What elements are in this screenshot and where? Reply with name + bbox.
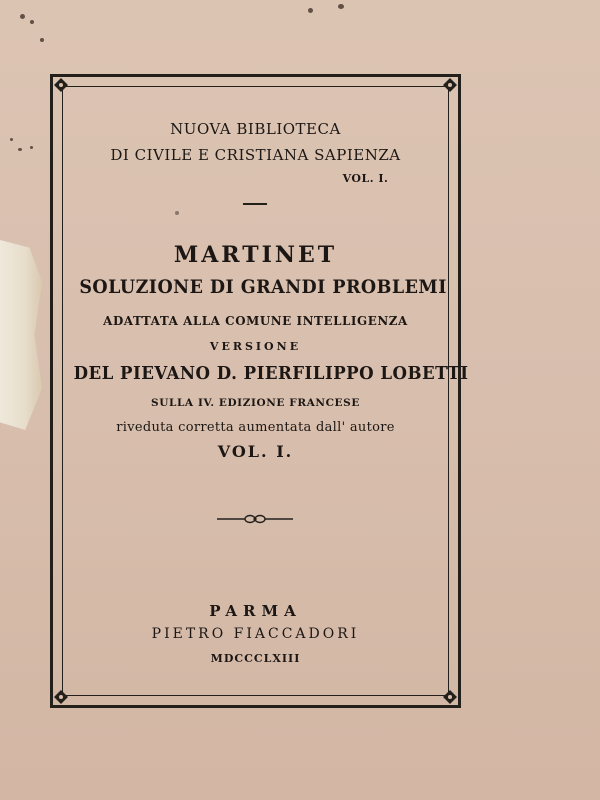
imprint-place: PARMA [209, 602, 302, 620]
series-subtitle: DI CIVILE E CRISTIANA SAPIENZA [110, 146, 401, 164]
translator-line: DEL PIEVANO D. PIERFILIPPO LOBETTI [73, 364, 469, 384]
imprint-year: MDCCCLXIII [210, 652, 301, 665]
series-title: NUOVA BIBLIOTECA [170, 120, 341, 138]
stain [308, 8, 313, 13]
stain [40, 38, 44, 42]
author-name: MARTINET [173, 242, 338, 268]
edition-line: SULLA IV. EDIZIONE FRANCESE [151, 397, 360, 409]
stain [10, 138, 13, 141]
title-page-content [64, 88, 469, 694]
book-subtitle: ADATTATA ALLA COMUNE INTELLIGENZA [103, 313, 408, 328]
translation-label: VERSIONE [209, 340, 302, 353]
torn-spine-paper [0, 240, 42, 430]
book-volume: VOL. I. [217, 442, 294, 461]
stain [30, 146, 33, 149]
stain [30, 20, 34, 24]
revision-note: riveduta corretta aumentata dall' autore [116, 420, 395, 435]
ornament-divider-icon [217, 512, 293, 526]
separator-dash [243, 203, 267, 205]
book-title: SOLUZIONE DI GRANDI PROBLEMI [79, 276, 447, 298]
stain [18, 148, 22, 151]
stain [20, 14, 25, 19]
series-volume: VOL. I. [342, 172, 389, 185]
stain [338, 4, 344, 9]
imprint-publisher: PIETRO FIACCADORI [151, 626, 360, 642]
